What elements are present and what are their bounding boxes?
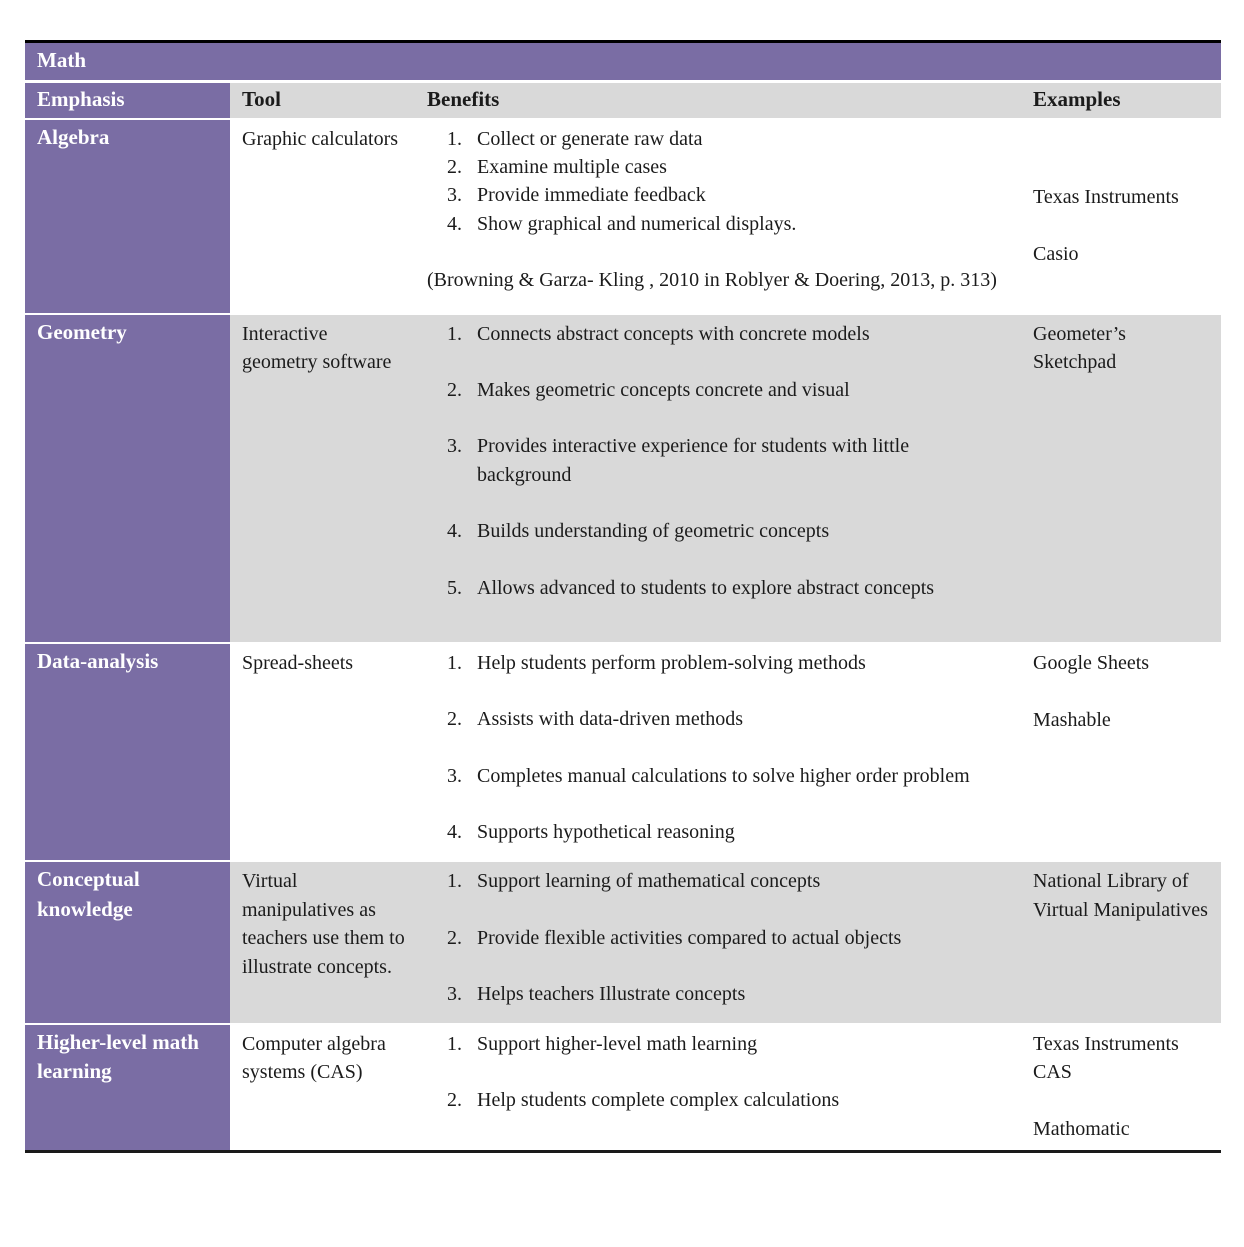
benefit-item: 1. Help students perform problem-solving methods [467,649,1003,677]
row-examples-cell [1021,119,1221,314]
benefit-item: 3. Helps teachers Illustrate concepts [467,980,1003,1008]
benefit-item: 2. Examine multiple cases [467,153,1003,181]
row-examples-cell [1021,314,1221,643]
column-header-emphasis: Emphasis [25,81,230,118]
benefits-list [427,125,1003,239]
benefits-list [427,320,1003,602]
example-item: Geometer’s Sketchpad [1033,322,1126,373]
benefit-item: 4. Supports hypothetical reasoning [467,818,1003,846]
benefit-item: 3. Provides interactive experience for students with little background [467,432,1003,489]
benefit-item: 2. Provide flexible activities compared to actual objects [467,924,1003,952]
benefits-list [427,1030,1003,1115]
benefits-list [427,649,1003,847]
table-row-higher-level [25,1024,1221,1152]
row-emphasis-label: Geometry [25,314,230,643]
table-row-geometry [25,314,1221,643]
row-emphasis-label: Algebra [25,119,230,314]
row-tool-cell: Graphic calculators [230,119,415,314]
row-benefits-cell [415,119,1021,314]
row-examples-cell [1021,1024,1221,1152]
row-benefits-cell [415,861,1021,1023]
benefit-item: 3. Completes manual calculations to solve higher order problem [467,762,1003,790]
benefit-item: 1. Connects abstract concepts with concrete models [467,320,1003,348]
column-header-tool: Tool [230,81,415,118]
row-examples-cell [1021,643,1221,862]
benefits-list [427,867,1003,1008]
example-item: Texas Instruments [1033,185,1179,208]
benefit-item: 3. Provide immediate feedback [467,181,1003,209]
benefit-item: 2. Makes geometric concepts concrete and visual [467,376,1003,404]
column-header-examples: Examples [1021,81,1221,118]
row-examples-cell [1021,861,1221,1023]
benefit-item: 2. Assists with data-driven methods [467,705,1003,733]
row-emphasis-label: Conceptual knowledge [25,861,230,1023]
table-header-row [25,81,1221,118]
table-title: Math [25,42,1221,82]
example-item: Mathomatic [1033,1118,1130,1141]
example-item: Google Sheets [1033,651,1150,674]
benefit-item: 1. Collect or generate raw data [467,125,1003,153]
benefit-item: 2. Help students complete complex calculations [467,1086,1003,1114]
row-benefits-cell [415,643,1021,862]
row-tool-cell: Virtual manipulatives as teachers use them to illustrate concepts. [230,861,415,1023]
row-emphasis-label: Higher-level math learning [25,1024,230,1152]
table-row-algebra [25,119,1221,314]
row-emphasis-label: Data-analysis [25,643,230,862]
benefit-item: 1. Support learning of mathematical concepts [467,867,1003,895]
benefit-item: 4. Builds understanding of geometric concepts [467,517,1003,545]
table-row-conceptual-knowledge [25,861,1221,1023]
benefit-item: 4. Show graphical and numerical displays. [467,210,1003,238]
row-tool-cell: Computer algebra systems (CAS) [230,1024,415,1152]
table-row-data-analysis [25,643,1221,862]
example-item: National Library of Virtual Manipulatives [1033,870,1208,921]
example-item: Texas Instruments CAS [1033,1032,1179,1084]
row-benefits-cell [415,1024,1021,1152]
math-tools-table [25,40,1221,1153]
row-benefits-cell [415,314,1021,643]
example-item: Mashable [1033,709,1111,732]
column-header-benefits: Benefits [415,81,1021,118]
row-tool-cell: Interactive geometry software [230,314,415,643]
table-title-row [25,42,1221,82]
row-tool-cell: Spread-sheets [230,643,415,862]
example-item: Casio [1033,243,1079,266]
benefit-item: 1. Support higher-level math learning [467,1030,1003,1058]
benefit-item: 5. Allows advanced to students to explore abstract concepts [467,574,1003,602]
benefits-citation: (Browning & Garza- Kling , 2010 in Roblyer & Doering, 2013, p. 313) [427,269,997,292]
